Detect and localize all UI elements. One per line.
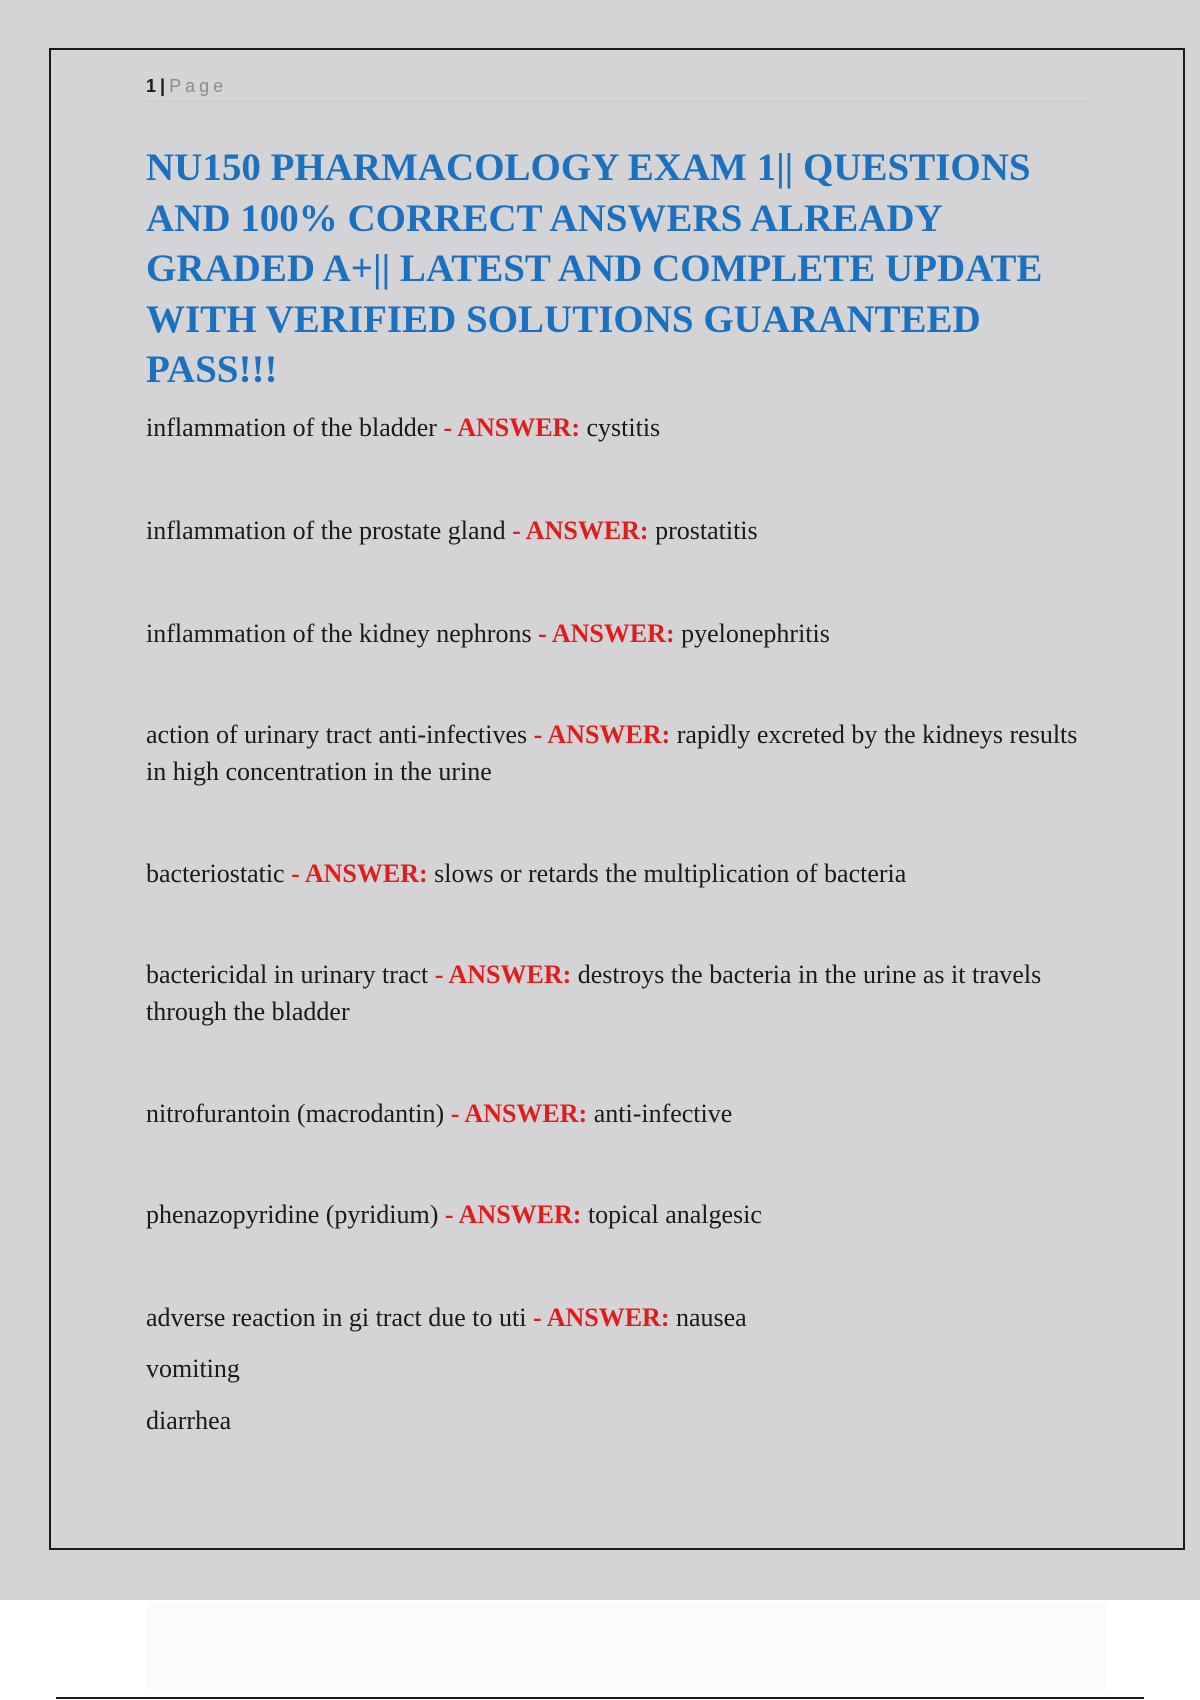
answer-label: - ANSWER: [533, 720, 671, 749]
answer-label: - ANSWER: [532, 1303, 670, 1332]
answer-label: - ANSWER: [291, 859, 428, 888]
qa-item [146, 855, 1086, 892]
next-page-area [146, 1602, 1106, 1690]
question-text: inflammation of the prostate gland [146, 516, 506, 545]
answer-text: slows or retards the multiplication of bacteria [434, 859, 907, 888]
bottom-rule [56, 1697, 1144, 1699]
qa-item [146, 409, 1086, 446]
answer-text: prostatitis [655, 516, 758, 545]
answer-label: - ANSWER: [444, 1200, 582, 1229]
qa-item [146, 716, 1086, 790]
answer-label: - ANSWER: [450, 1099, 588, 1128]
qa-item [146, 1196, 1086, 1233]
question-text: bacteriostatic [146, 859, 285, 888]
question-text: inflammation of the bladder [146, 413, 437, 442]
question-text: action of urinary tract anti-infectives [146, 720, 528, 749]
qa-item [146, 956, 1086, 1030]
qa-item [146, 512, 1086, 549]
answer-continuation: vomiting [146, 1354, 240, 1383]
document-title: NU150 PHARMACOLOGY EXAM 1|| QUESTIONS AND 100% CORRECT ANSWERS ALREADY GRADED A+|| LATEST AND COMPLETE UPDATE WITH VERIFIED SOLUTIONS GUARANTEED PASS!!! [146, 146, 1043, 391]
answer-label: - ANSWER: [434, 960, 572, 989]
page-header [146, 74, 1092, 102]
qa-item [146, 615, 1086, 652]
question-text: phenazopyridine (pyridium) [146, 1200, 439, 1229]
answer-continuation: diarrhea [146, 1406, 232, 1435]
qa-item [146, 1095, 1086, 1132]
answer-text: nausea [675, 1303, 747, 1332]
question-text: inflammation of the kidney nephrons [146, 619, 532, 648]
answer-text: anti-infective [593, 1099, 733, 1128]
page-number-separator: | [160, 76, 166, 96]
answer-text: cystitis [586, 413, 661, 442]
answer-label: - ANSWER: [512, 516, 649, 545]
question-text: adverse reaction in gi tract due to uti [146, 1303, 527, 1332]
answer-text: rapidly excreted by the kidneys results in high concentration in the urine [146, 720, 1078, 786]
question-text: bactericidal in urinary tract [146, 960, 429, 989]
answer-text: topical analgesic [587, 1200, 762, 1229]
page-number: 1 [146, 76, 157, 96]
answer-text: pyelonephritis [681, 619, 830, 648]
question-text: nitrofurantoin (macrodantin) [146, 1099, 445, 1128]
answer-text: destroys the bacteria in the urine as it travels through the bladder [146, 960, 1042, 1026]
answer-label: - ANSWER: [538, 619, 675, 648]
answer-label: - ANSWER: [443, 413, 580, 442]
page-label: Page [169, 76, 228, 96]
qa-item [146, 1299, 1086, 1336]
